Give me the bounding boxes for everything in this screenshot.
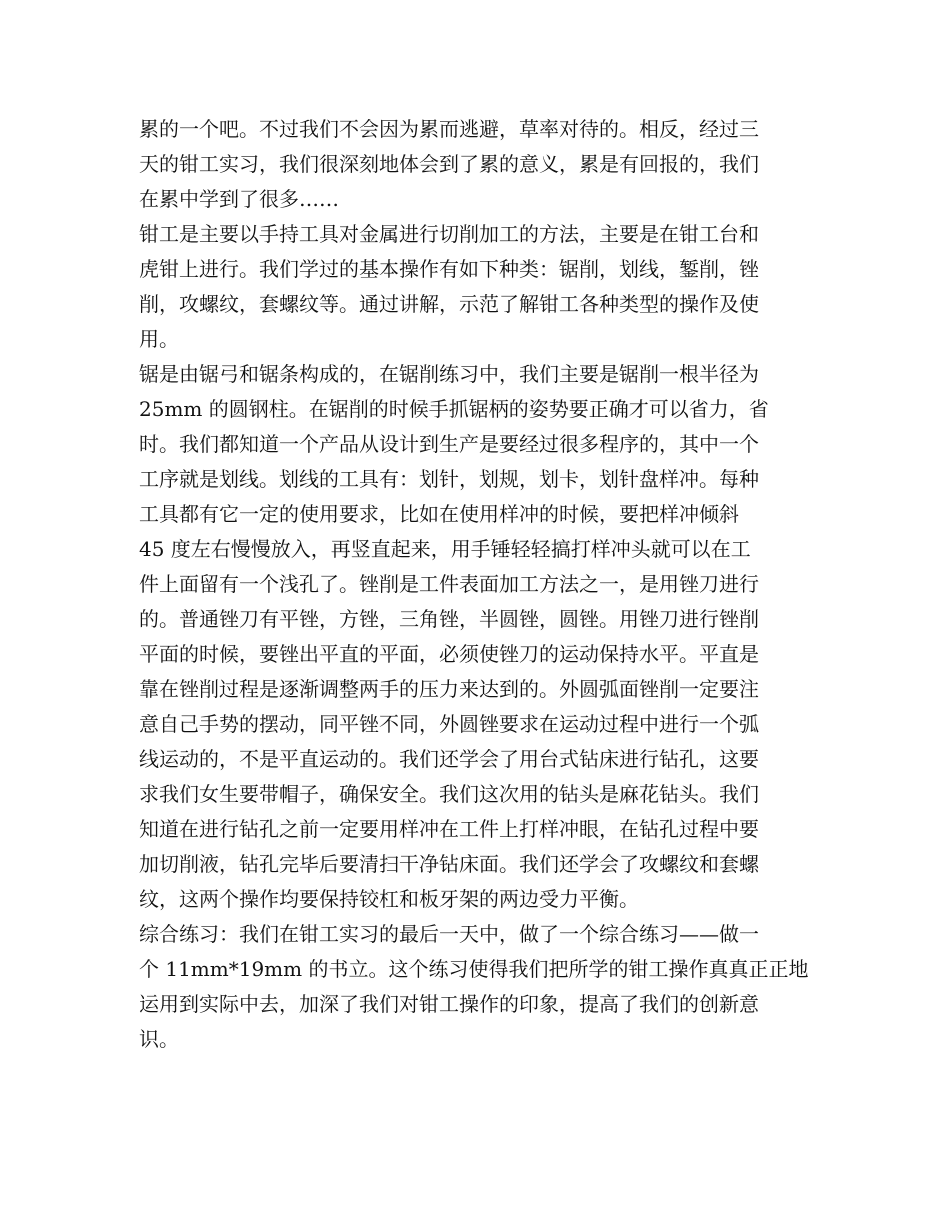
text-line: 削，攻螺纹，套螺纹等。通过讲解，示范了解钳工各种类型的操作及使 <box>139 292 759 316</box>
text-line: 知道在进行钻孔之前一定要用样冲在工件上打样冲眼，在钻孔过程中要 <box>139 817 759 841</box>
text-line: 加切削液，钻孔完毕后要清扫干净钻床面。我们还学会了攻螺纹和套螺 <box>139 852 759 876</box>
text-line: 天的钳工实习，我们很深刻地体会到了累的意义，累是有回报的，我们 <box>139 152 759 176</box>
text-line: 工具都有它一定的使用要求，比如在使用样冲的时候，要把样冲倾斜 <box>139 502 739 526</box>
text-line: 虎钳上进行。我们学过的基本操作有如下种类：锯削，划线，錾削，锉 <box>139 257 759 281</box>
text-line: 25mm 的圆钢柱。在锯削的时候手抓锯柄的姿势要正确才可以省力，省 <box>139 397 769 421</box>
text-line: 锯是由锯弓和锯条构成的，在锯削练习中，我们主要是锯削一根半径为 <box>139 362 759 386</box>
text-line: 线运动的，不是平直运动的。我们还学会了用台式钻床进行钻孔，这要 <box>139 747 759 771</box>
text-line: 45 度左右慢慢放入，再竖直起来，用手锤轻轻搞打样冲头就可以在工 <box>139 537 751 561</box>
text-line: 用。 <box>139 327 179 351</box>
text-line: 识。 <box>139 1027 179 1051</box>
text-line: 运用到实际中去，加深了我们对钳工操作的印象，提高了我们的创新意 <box>139 992 759 1016</box>
text-line: 累的一个吧。不过我们不会因为累而逃避，草率对待的。相反，经过三 <box>139 117 759 141</box>
text-line: 钳工是主要以手持工具对金属进行切削加工的方法，主要是在钳工台和 <box>139 222 759 246</box>
text-line: 靠在锉削过程是逐渐调整两手的压力来达到的。外圆弧面锉削一定要注 <box>139 677 759 701</box>
text-line: 在累中学到了很多…… <box>139 187 339 211</box>
text-line: 工序就是划线。划线的工具有：划针，划规，划卡，划针盘样冲。每种 <box>139 467 759 491</box>
text-line: 求我们女生要带帽子，确保安全。我们这次用的钻头是麻花钻头。我们 <box>139 782 759 806</box>
text-line: 意自己手势的摆动，同平锉不同，外圆锉要求在运动过程中进行一个弧 <box>139 712 759 736</box>
text-line: 件上面留有一个浅孔了。锉削是工件表面加工方法之一，是用锉刀进行 <box>139 572 759 596</box>
text-line: 综合练习：我们在钳工实习的最后一天中，做了一个综合练习——做一 <box>139 922 759 946</box>
text-line: 平面的时候，要锉出平直的平面，必须使锉刀的运动保持水平。平直是 <box>139 642 759 666</box>
document-body <box>139 112 813 1057</box>
text-line: 个 11mm*19mm 的书立。这个练习使得我们把所学的钳工操作真真正正地 <box>139 957 809 981</box>
text-line: 时。我们都知道一个产品从设计到生产是要经过很多程序的，其中一个 <box>139 432 759 456</box>
text-line: 的。普通锉刀有平锉，方锉，三角锉，半圆锉，圆锉。用锉刀进行锉削 <box>139 607 759 631</box>
text-line: 纹，这两个操作均要保持铰杠和板牙架的两边受力平衡。 <box>139 887 639 911</box>
